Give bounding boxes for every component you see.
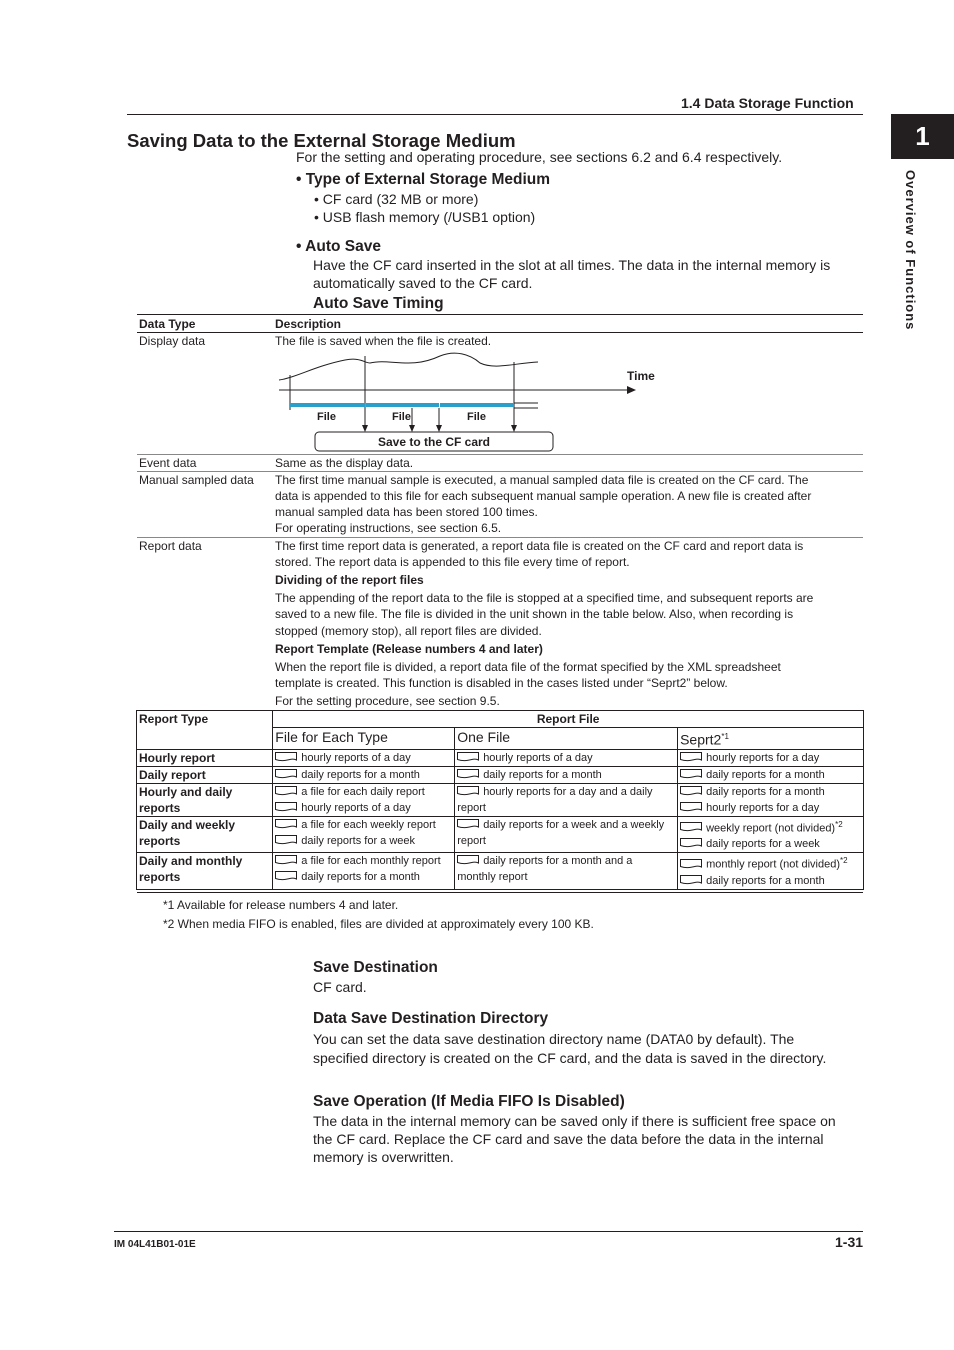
file-cell: daily reports for a month hourly reports for a day <box>678 783 864 816</box>
file-icon <box>680 859 702 869</box>
file-icon <box>275 819 297 829</box>
op-text: the CF card. Replace the CF card and save the data before the data in the internal <box>313 1131 824 1147</box>
file-cell: daily reports for a month and a monthly report <box>455 853 678 890</box>
diagram-file-label: File <box>392 411 411 423</box>
file-cell: daily reports for a week and a weekly report <box>455 816 678 853</box>
row-subheading: Dividing of the report files <box>275 573 424 587</box>
footnote: *1 Available for release numbers 4 and later. <box>163 898 399 912</box>
doc-id: IM 04L41B01-01E <box>114 1239 196 1250</box>
row-desc: The first time report data is generated, a report data file is created on the CF card and report data is <box>275 539 804 553</box>
file-icon <box>457 855 479 865</box>
file-cell: a file for each monthly report daily reports for a month <box>273 853 455 890</box>
report-type: Daily and monthly reports <box>137 853 273 890</box>
subheader: One File <box>455 728 678 750</box>
file-cell: hourly reports of a day <box>273 749 455 766</box>
file-cell: hourly reports of a day <box>455 749 678 766</box>
col-header-type: Data Type <box>139 317 196 331</box>
op-heading: Save Operation (If Media FIFO Is Disabled) <box>313 1093 625 1110</box>
chapter-title: Overview of Functions <box>903 170 918 331</box>
dir-heading: Data Save Destination Directory <box>313 1010 549 1027</box>
file-icon <box>680 786 702 796</box>
file-cell: weekly report (not divided)$^{*2}$ daily reports for a week <box>678 816 864 853</box>
row-desc: stopped (memory stop), all report files are divided. <box>275 624 542 638</box>
media-item: • USB flash memory (/USB1 option) <box>314 209 536 225</box>
file-cell: daily reports for a month <box>678 766 864 783</box>
file-icon <box>275 835 297 845</box>
file-icon <box>275 786 297 796</box>
row-desc: For operating instructions, see section 6.5. <box>275 521 502 535</box>
file-icon <box>275 855 297 865</box>
report-type: Hourly report <box>137 749 273 766</box>
row-desc: saved to a new file. The file is divided in the unit shown in the table below. Also, when recording is <box>275 607 794 621</box>
file-icon <box>275 802 297 812</box>
header-rule <box>127 114 863 115</box>
media-heading: • Type of External Storage Medium <box>296 171 551 188</box>
subheader: File for Each Type <box>273 728 455 750</box>
row-desc: manual sampled data has been stored 100 times. <box>275 505 538 519</box>
row-desc: The file is saved when the file is created. <box>275 334 492 348</box>
report-file-table <box>136 710 864 890</box>
report-type: Daily report <box>137 766 273 783</box>
row-desc: For the setting procedure, see section 9.5. <box>275 694 500 708</box>
file-icon <box>457 819 479 829</box>
file-icon <box>457 752 479 762</box>
section-header: 1.4 Data Storage Function <box>681 95 854 111</box>
file-icon <box>457 769 479 779</box>
autosave-text: automatically saved to the CF card. <box>313 275 533 291</box>
diagram-save-label: Save to the CF card <box>377 435 491 449</box>
file-icon <box>275 769 297 779</box>
row-desc: When the report file is divided, a report data file of the format specified by the XML spreadsheet <box>275 660 781 674</box>
chapter-tab: 1 <box>891 114 954 159</box>
row-desc: The first time manual sample is executed, a manual sampled data file is created on the CF card. The <box>275 473 809 487</box>
footer-rule <box>114 1231 863 1232</box>
timing-heading: Auto Save Timing <box>313 295 444 312</box>
report-file-header: Report File <box>273 711 864 728</box>
file-icon <box>275 871 297 881</box>
dir-text: specified directory is created on the CF card, and the data is saved in the directory. <box>313 1050 827 1066</box>
file-cell: hourly reports for a day and a daily report <box>455 783 678 816</box>
row-type: Report data <box>139 539 202 553</box>
op-text: memory is overwritten. <box>313 1149 454 1165</box>
diagram-file-label: File <box>467 411 486 423</box>
file-cell: hourly reports for a day <box>678 749 864 766</box>
report-type: Hourly and daily reports <box>137 783 273 816</box>
row-type: Event data <box>139 456 197 470</box>
row-type: Display data <box>139 334 206 348</box>
row-desc: data is appended to this file for each subsequent manual sample operation. A new file is created after <box>275 489 812 503</box>
table-rule <box>137 892 863 893</box>
intro-text: For the setting and operating procedure, see sections 6.2 and 6.4 respectively. <box>296 149 783 165</box>
file-icon <box>680 769 702 779</box>
table-rule <box>137 454 863 455</box>
report-type-header: Report Type <box>137 711 273 750</box>
file-cell: monthly report (not divided)$^{*2}$ daily reports for a month <box>678 853 864 890</box>
row-desc: Same as the display data. <box>275 456 414 470</box>
file-cell: daily reports for a month <box>455 766 678 783</box>
file-icon <box>680 752 702 762</box>
row-desc: stored. The report data is appended to this file every time of report. <box>275 555 630 569</box>
col-header-desc: Description <box>275 317 342 331</box>
autosave-heading: • Auto Save <box>296 238 381 255</box>
page-number: 1-31 <box>835 1234 864 1250</box>
table-rule <box>137 314 863 315</box>
dest-text: CF card. <box>313 979 367 995</box>
dir-text: You can set the data save destination directory name (DATA0 by default). The <box>313 1031 795 1047</box>
diagram-file-label: File <box>317 411 336 423</box>
file-icon <box>680 875 702 885</box>
row-desc: template is created. This function is disabled in the cases listed under “Seprt2” below. <box>275 676 728 690</box>
subheader: Seprt2$^{*1}$ <box>678 728 864 750</box>
file-icon <box>680 822 702 832</box>
file-cell: a file for each daily report hourly reports of a day <box>273 783 455 816</box>
media-item: • CF card (32 MB or more) <box>314 191 479 207</box>
file-icon <box>275 752 297 762</box>
report-type: Daily and weekly reports <box>137 816 273 853</box>
dest-heading: Save Destination <box>313 959 438 976</box>
file-cell: a file for each weekly report daily reports for a week <box>273 816 455 853</box>
footnote: *2 When media FIFO is enabled, files are divided at approximately every 100 KB. <box>163 917 594 931</box>
page-title: Saving Data to the External Storage Medium <box>127 130 516 151</box>
row-desc: The appending of the report data to the file is stopped at a specified time, and subsequent reports are <box>275 591 814 605</box>
table-rule <box>137 332 863 333</box>
op-text: The data in the internal memory can be saved only if there is sufficient free space on <box>313 1113 836 1129</box>
file-icon <box>680 838 702 848</box>
file-icon <box>680 802 702 812</box>
diagram-time-label: Time <box>627 369 655 383</box>
file-icon <box>457 786 479 796</box>
row-type: Manual sampled data <box>139 473 254 487</box>
autosave-text: Have the CF card inserted in the slot at all times. The data in the internal memory is <box>313 257 831 273</box>
row-subheading: Report Template (Release numbers 4 and later) <box>275 642 543 656</box>
file-cell: daily reports for a month <box>273 766 455 783</box>
